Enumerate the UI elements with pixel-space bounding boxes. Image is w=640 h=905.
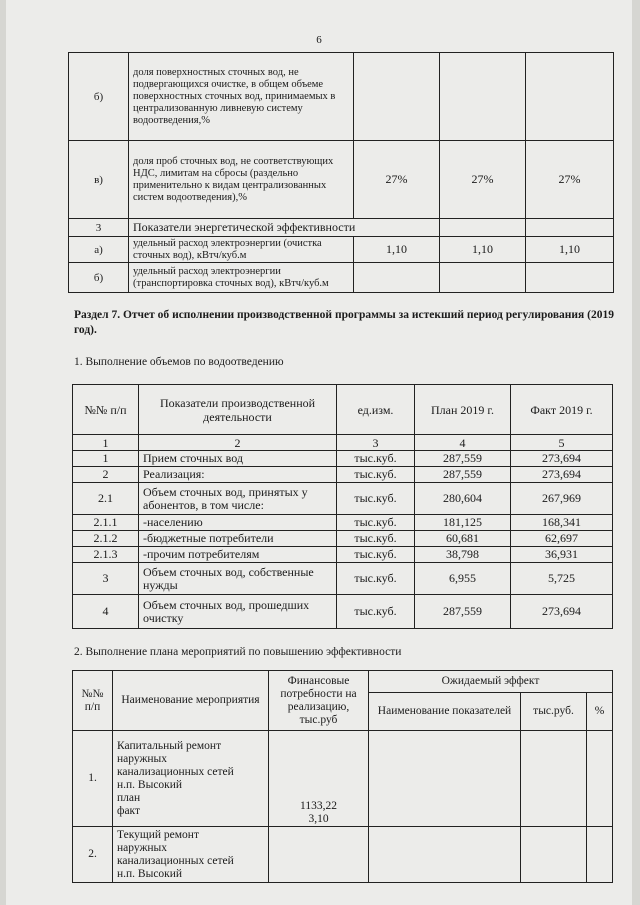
measure-name-line: н.п. Высокий: [117, 778, 183, 791]
column-header: №№ п/п: [73, 385, 139, 435]
column-header: Наименование показателей: [369, 693, 521, 731]
indicator-name: удельный расход электроэнергии (транспортировка сточных вод), кВтч/куб.м: [129, 263, 354, 293]
row-number: 3: [73, 563, 139, 595]
row-number: б): [69, 263, 129, 293]
indicator-name: Объем сточных вод, принятых у абонентов, в том числе:: [139, 483, 337, 515]
indicator-name: доля проб сточных вод, не соответствующих НДС, лимитам на сбросы (раздельно применительно к видам централизованных систем водоотведения),%: [129, 141, 354, 219]
table-row: [73, 515, 613, 531]
value-cell: [354, 263, 440, 293]
measure-name: [113, 731, 269, 827]
unit-cell: тыс.куб.: [337, 451, 415, 467]
measure-name-line: план: [117, 791, 141, 804]
column-number: 4: [415, 435, 511, 451]
value-cell: [440, 263, 526, 293]
value-cell: [526, 263, 614, 293]
column-number: 5: [511, 435, 613, 451]
plan-cell: 60,681: [415, 531, 511, 547]
fact-cell: 168,341: [511, 515, 613, 531]
row-number: 2.1.3: [73, 547, 139, 563]
row-number: 3: [69, 219, 129, 237]
column-header: %: [587, 693, 613, 731]
column-header: Факт 2019 г.: [511, 385, 613, 435]
unit-cell: тыс.куб.: [337, 467, 415, 483]
finance-cell: [269, 731, 369, 827]
indicator-name: Прием сточных вод: [139, 451, 337, 467]
plan-cell: 38,798: [415, 547, 511, 563]
section-7-title-text: Раздел 7. Отчет об исполнении производственной программы за истекший период регулирования (2019 год).: [74, 309, 614, 336]
row-number: 2.: [73, 827, 113, 883]
plan-cell: 181,125: [415, 515, 511, 531]
row-number: 2.1.1: [73, 515, 139, 531]
section-7-title: [74, 308, 614, 338]
value-cell: 27%: [526, 141, 614, 219]
unit-cell: тыс.куб.: [337, 515, 415, 531]
fact-cell: 5,725: [511, 563, 613, 595]
table-row: [69, 263, 614, 293]
unit-cell: тыс.куб.: [337, 531, 415, 547]
finance-plan: 1133,22: [300, 800, 337, 812]
value-cell: [354, 53, 440, 141]
percent-cell: [587, 731, 613, 827]
unit-cell: тыс.куб.: [337, 563, 415, 595]
volumes-table: [72, 384, 613, 629]
fact-cell: 273,694: [511, 595, 613, 629]
indicator-name: удельный расход электроэнергии (очистка сточных вод), кВтч/куб.м: [129, 237, 354, 263]
indicator-name: Объем сточных вод, собственные нужды: [139, 563, 337, 595]
row-number: 4: [73, 595, 139, 629]
page-number: 6: [316, 34, 322, 46]
row-number: 2.1.2: [73, 531, 139, 547]
plan-cell: 280,604: [415, 483, 511, 515]
measure-name-line: Текущий ремонт: [117, 828, 199, 841]
rub-cell: [521, 731, 587, 827]
column-number: 2: [139, 435, 337, 451]
value-cell: 27%: [440, 141, 526, 219]
finance-fact: 3,10: [308, 813, 329, 825]
table-row: [73, 451, 613, 467]
indicator-name: -населению: [139, 515, 337, 531]
fact-cell: 267,969: [511, 483, 613, 515]
value-cell: 1,10: [440, 237, 526, 263]
table-row: [69, 237, 614, 263]
plan-cell: 287,559: [415, 467, 511, 483]
value-cell: 1,10: [526, 237, 614, 263]
fact-cell: 273,694: [511, 451, 613, 467]
indicator-name: -прочим потребителям: [139, 547, 337, 563]
row-number: а): [69, 237, 129, 263]
measures-table: [72, 670, 613, 883]
measure-name-line: факт: [117, 804, 141, 817]
indicator-cell: [369, 827, 521, 883]
heading-volumes: 1. Выполнение объемов по водоотведению: [74, 356, 284, 368]
table-row: [73, 467, 613, 483]
column-number: 3: [337, 435, 415, 451]
fact-cell: 62,697: [511, 531, 613, 547]
row-number: б): [69, 53, 129, 141]
measure-name-line: Капитальный ремонт: [117, 739, 222, 752]
value-cell: [440, 219, 526, 237]
measure-name-line: н.п. Высокий: [117, 867, 183, 880]
fact-cell: 273,694: [511, 467, 613, 483]
table-row: [73, 531, 613, 547]
value-cell: 1,10: [354, 237, 440, 263]
indicator-name: -бюджетные потребители: [139, 531, 337, 547]
value-cell: [526, 219, 614, 237]
measure-name-line: наружных: [117, 841, 168, 854]
column-header: Финансовые потребности на реализацию, тыс.руб: [269, 671, 369, 731]
unit-cell: тыс.куб.: [337, 595, 415, 629]
column-header: Ожидаемый эффект: [369, 671, 613, 693]
measure-name-line: канализационных сетей: [117, 854, 234, 867]
unit-cell: тыс.куб.: [337, 483, 415, 515]
table-header-row: [73, 671, 613, 693]
plan-cell: 287,559: [415, 595, 511, 629]
column-number: 1: [73, 435, 139, 451]
measure-name-line: наружных: [117, 752, 168, 765]
finance-cell: [269, 827, 369, 883]
document-page: [6, 0, 632, 905]
table-row: [69, 141, 614, 219]
column-number-row: [73, 435, 613, 451]
column-header: Наименование мероприятия: [113, 671, 269, 731]
row-number: 1.: [73, 731, 113, 827]
table-row: [73, 731, 613, 827]
table-row: [73, 547, 613, 563]
table-row: [73, 563, 613, 595]
column-header: План 2019 г.: [415, 385, 511, 435]
value-cell: [526, 53, 614, 141]
rub-cell: [521, 827, 587, 883]
table-row: [73, 483, 613, 515]
table-row: [69, 219, 614, 237]
measure-name-line: канализационных сетей: [117, 765, 234, 778]
section-header: Показатели энергетической эффективности: [129, 219, 440, 237]
unit-cell: тыс.куб.: [337, 547, 415, 563]
table-header-row: [73, 385, 613, 435]
table-row: [73, 595, 613, 629]
measure-name: [113, 827, 269, 883]
column-header: тыс.руб.: [521, 693, 587, 731]
indicator-name: доля поверхностных сточных вод, не подвергающихся очистке, в общем объеме поверхностных сточных вод, принимаемых в централизованную ливневую систему водоотведения,%: [129, 53, 354, 141]
percent-cell: [587, 827, 613, 883]
table-row: [69, 53, 614, 141]
indicator-name: Реализация:: [139, 467, 337, 483]
column-header: №№ п/п: [73, 671, 113, 731]
fact-cell: 36,931: [511, 547, 613, 563]
heading-measures: 2. Выполнение плана мероприятий по повышению эффективности: [74, 646, 402, 658]
efficiency-indicators-table: [68, 52, 614, 293]
value-cell: 27%: [354, 141, 440, 219]
row-number: 2.1: [73, 483, 139, 515]
indicator-cell: [369, 731, 521, 827]
plan-cell: 287,559: [415, 451, 511, 467]
row-number: 2: [73, 467, 139, 483]
indicator-name: Объем сточных вод, прошедших очистку: [139, 595, 337, 629]
column-header: Показатели производственной деятельности: [139, 385, 337, 435]
row-number: в): [69, 141, 129, 219]
column-header: ед.изм.: [337, 385, 415, 435]
row-number: 1: [73, 451, 139, 467]
table-row: [73, 827, 613, 883]
plan-cell: 6,955: [415, 563, 511, 595]
value-cell: [440, 53, 526, 141]
